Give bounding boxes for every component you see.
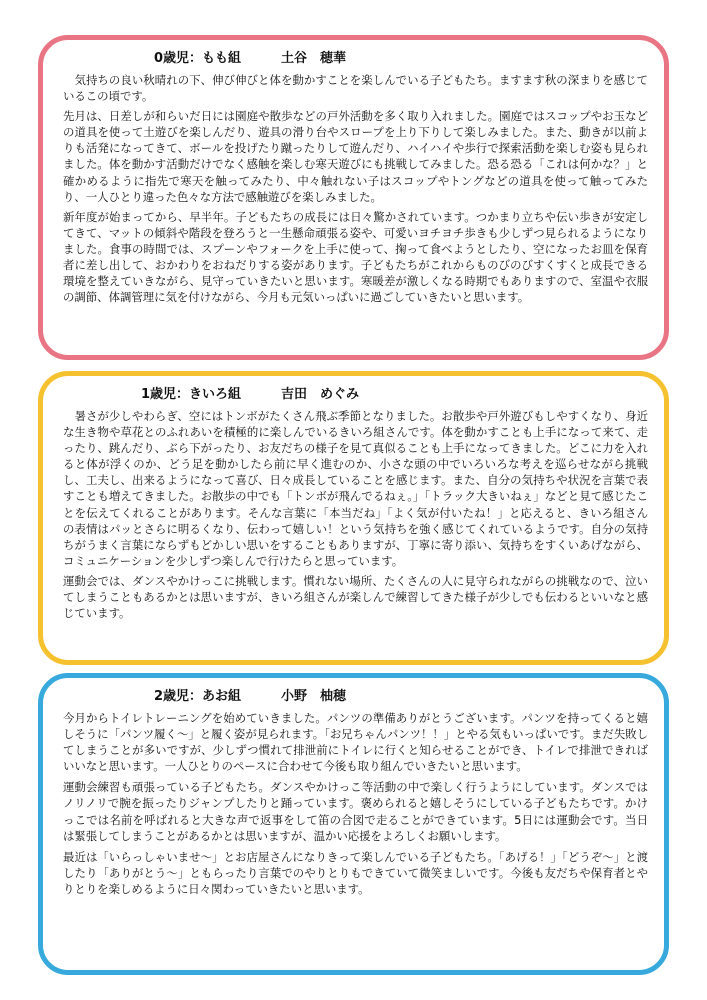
section-momo (38, 35, 669, 360)
paragraph: 暑さが少しやわらぎ、空にはトンボがたくさん飛ぶ季節となりました。お散歩や戸外遊びもしやすくなり、身近な生き物や草花とのふれあいを積極的に楽しんでいるきいろ組さんです。体を動かすことも上手になって来て、走ったり、跳んだり、ぶら下がったり、お友だちの様子を見て真似ることも上手になってきました。どこに力を入れると体が浮くのか、どう足を動かしたら前に早く進むのか、小さな頭の中でいろいろな考えを巡らせながら挑戦し、工夫し、出来るようになって喜び、日々成長していることを感じます。また、自分の気持ちや状況を言葉で表すことも増えてきました。お散歩の中でも「トンボが飛んでるねぇ。」「トラック大きいねぇ」などと見て感じたことを伝えてくれることがあります。そんな言葉に「本当だね」「よく気が付いたね！」と応えると、きいろ組さんの表情はパッとさらに明るくなり、伝わって嬉しい！という気持ちを強く感じてくれているようです。自分の気持ちがうまく言葉にならずもどかしい思いをすることもありますが、丁寧に寄り添い、気持ちをすくいあげながら、コミュニケーションを少しずつ楽しんで行けたらと思っています。 (63, 409, 648, 568)
paragraph: 運動会練習も頑張っている子どもたち。ダンスやかけっこ等活動の中で楽しく行うようにしています。ダンスではノリノリで腕を振ったりジャンプしたりと踊っています。褒められると嬉しそうにしている子どもたちです。かけっこでは名前を呼ばれると大きな声で返事をして笛の合図で走ることができています。5日には運動会です。当日は緊張してしまうことがあるかとは思いますが、温かい応援をよろしくお願いします。 (63, 780, 648, 843)
paragraph: 新年度が始まってから、早半年。子どもたちの成長には日々驚かされています。つかまり立ちや伝い歩きが安定してきて、マットの傾斜や階段を登ろうと一生懸命頑張る姿や、可愛いヨチヨチ歩きも少しずつ見られるようになりました。食事の時間では、スプーンやフォークを上手に使って、掬って食べようとしたり、空になったお皿を保育者に差し出して、おかわりをおねだりする姿があります。子どもたちがこれからものびのびすくすくと成長できる環境を整えていきながら、見守っていきたいと思います。寒暖差が激しくなる時期でもありますので、室温や衣服の調節、体調管理に気を付けながら、今月も元気いっぱいに過ごしていきたいと思います。 (63, 209, 648, 305)
section-ao (38, 673, 669, 975)
paragraph: 気持ちの良い秋晴れの下、伸び伸びと体を動かすことを楽しんでいる子どもたち。ますます秋の深まりを感じているこの頃です。 (63, 73, 648, 104)
section-header (63, 50, 648, 70)
paragraph: 運動会では、ダンスやかけっこに挑戦します。慣れない場所、たくさんの人に見守られながらの挑戦なので、泣いてしまうこともあるかとは思いますが、きいろ組さんが楽しんで練習してきた様子が少しでも伝わるといいなと感じています。 (63, 573, 648, 621)
teacher-name: 土谷 穂華 (281, 51, 347, 66)
section-header (63, 386, 648, 406)
class-name: 0歳児：もも組 (153, 51, 241, 66)
paragraph: 先月は、日差しが和らいだ日には園庭や散歩などの戸外活動を多く取り入れました。園庭ではスコップやお玉などの道具を使って土遊びを楽しんだり、遊具の滑り台やスロープを上り下りして楽しみました。また、動きが以前よりも活発になってきて、ボールを投げたり蹴ったりして遊んだり、ハイハイや歩行で探索活動を楽しむ姿も見られました。体を動かす活動だけでなく感触を楽しむ寒天遊びにも挑戦してみました。恐る恐る「これは何かな？」と確かめるように指先で寒天を触ってみたり、中々触れない子はスコップやトングなどの道具を使って触ってみたり、一人ひとり違った色々な方法で感触遊びを楽しみました。 (63, 109, 648, 204)
section-kiiro (38, 371, 669, 665)
class-name: 1歳児：きいろ組 (140, 387, 241, 402)
section-header (63, 688, 648, 708)
paragraph: 今月からトイレトレーニングを始めていきました。パンツの準備ありがとうございます。パンツを持ってくると嬉しそうに「パンツ履く～」と履く姿が見られます。「お兄ちゃんパンツ！！」とやる気もいっぱいです。まだ失敗してしまうことが多いですが、少しずつ慣れて排泄前にトイレに行くと知らせることができ、トイレで排泄できればいいなと思います。一人ひとりのペースに合わせて今後も取り組んでいきたいと思います。 (63, 711, 648, 774)
class-name: 2歳児：あお組 (153, 689, 241, 704)
teacher-name: 吉田 めぐみ (281, 387, 360, 402)
teacher-name: 小野 柚穂 (281, 689, 347, 704)
paragraph: 最近は「いらっしゃいませ～」とお店屋さんになりきって楽しんでいる子どもたち。「あげる！」「どうぞ～」と渡したり「ありがとう～」ともらったり言葉でのやりとりもできていて微笑ましいです。今後も友だちや保育者とやりとりを楽しめるように日々関わっていきたいと思います。 (63, 849, 648, 896)
